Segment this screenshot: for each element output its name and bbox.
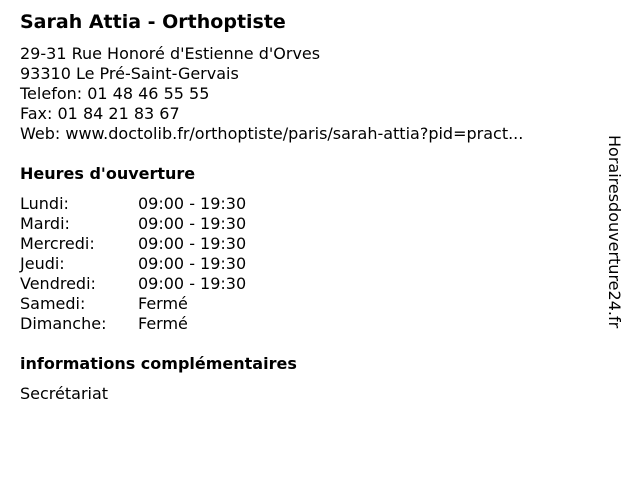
web-label: Web:: [20, 124, 61, 143]
hours-day: Mercredi:: [20, 234, 95, 253]
extra-info-heading: informations complémentaires: [20, 354, 297, 373]
hours-time: 09:00 - 19:30: [138, 234, 247, 253]
web-line: [20, 124, 523, 144]
hours-day: Samedi:: [20, 294, 86, 313]
fax-line: [20, 104, 523, 124]
page-title: Sarah Attia - Orthoptiste: [20, 11, 286, 33]
hours-row: [20, 314, 246, 334]
hours-day: Lundi:: [20, 194, 69, 213]
hours-day: Dimanche:: [20, 314, 107, 333]
hours-heading: Heures d'ouverture: [20, 164, 196, 183]
hours-time: Fermé: [138, 314, 188, 333]
contact-block: [20, 44, 523, 144]
fax-label: Fax:: [20, 104, 53, 123]
phone-number[interactable]: 01 48 46 55 55: [87, 84, 210, 103]
web-link[interactable]: www.doctolib.fr/orthoptiste/paris/sarah-attia?pid=pract...: [65, 124, 524, 143]
address-line-2: 93310 Le Pré-Saint-Gervais: [20, 64, 239, 83]
hours-time: 09:00 - 19:30: [138, 194, 247, 213]
hours-day: Mardi:: [20, 214, 70, 233]
hours-row: [20, 214, 246, 234]
hours-day: Jeudi:: [20, 254, 65, 273]
phone-label: Telefon:: [20, 84, 83, 103]
site-watermark: Horairesdouverture24.fr: [605, 135, 624, 329]
hours-row: [20, 254, 246, 274]
hours-row: [20, 294, 246, 314]
hours-row: [20, 234, 246, 254]
hours-time: 09:00 - 19:30: [138, 254, 247, 273]
hours-row: [20, 194, 246, 214]
fax-number: 01 84 21 83 67: [57, 104, 180, 123]
address-line-1: 29-31 Rue Honoré d'Estienne d'Orves: [20, 44, 321, 63]
hours-time: 09:00 - 19:30: [138, 274, 247, 293]
extra-info-text: Secrétariat: [20, 384, 109, 403]
hours-day: Vendredi:: [20, 274, 96, 293]
hours-time: Fermé: [138, 294, 188, 313]
phone-line: [20, 84, 523, 104]
hours-row: [20, 274, 246, 294]
hours-table: [20, 194, 246, 334]
hours-time: 09:00 - 19:30: [138, 214, 247, 233]
